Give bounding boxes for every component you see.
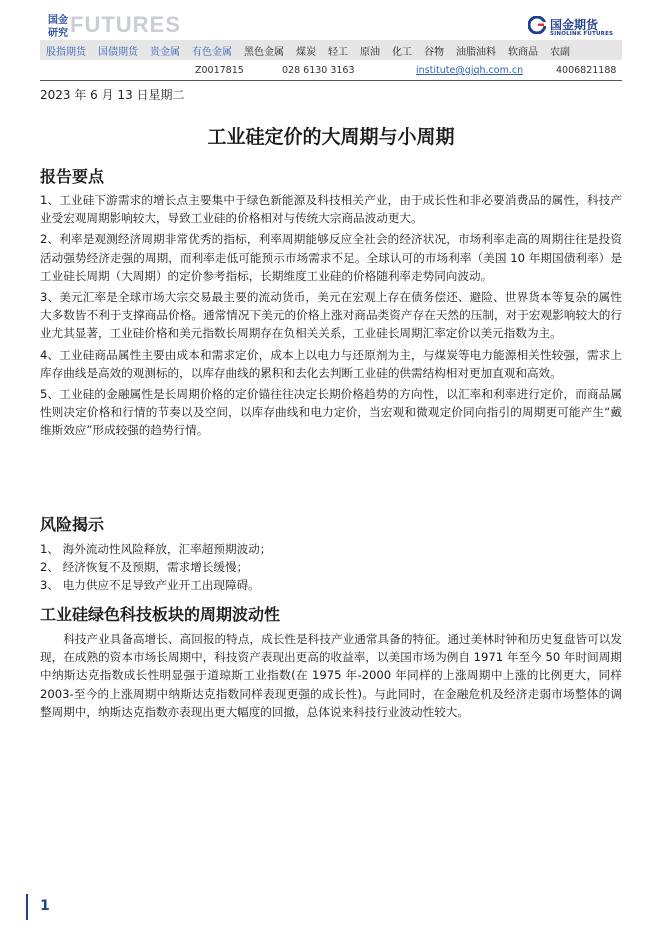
sinolink-logo-icon — [528, 16, 546, 34]
nav-item[interactable]: 股指期货 — [46, 46, 86, 58]
nav-item[interactable]: 软商品 — [508, 46, 538, 58]
risk-item: 2、 经济恢复不及预期，需求增长缓慢； — [40, 560, 249, 575]
cycle-heading: 工业硅绿色科技板块的周期波动性 — [40, 605, 281, 624]
sinolink-research-logo — [48, 14, 68, 40]
logo-cn-text: 国金期货 — [550, 18, 599, 32]
license-number: Z0017815 — [195, 65, 244, 76]
page-number: 1 — [40, 898, 50, 914]
cycle-body: 科技产业具备高增长、高回报的特点，成长性是科技产业通常具备的特征。通过美林时钟和历史复盘皆可以发现，在成熟的资本市场长周期中，科技资产表现出更高的收益率，以美国市场为例自 1971 年至今 50 年时间周期中纳斯达克指数成长性明显强于道琼斯工业指数(在 1975 年-2000 年同样的上涨周期中上涨的比例更大，同样 2003-至今的上涨周期中纳斯达克指数同样表现更强的成长性)。与此同时，在金融危机及经济走弱市场整体的调整周期中，纳斯达克指数亦表现出更大幅度的回撤，总体说来科技行业波动性较大。 — [40, 632, 622, 719]
logo-text-line1: 国金 — [48, 15, 68, 26]
key-point: 2、利率是观测经济周期非常优秀的指标，利率周期能够反应全社会的经济状况，市场利率走高的周期往往是投资活动强势经济走强的周期，而利率走低可能预示市场需求不足。全球认可的市场利率（美国 10 年期国债利率）是工业硅长周期（大周期）的定价参考指标，长期维度工业硅的价格随利率走势同向波动。 — [40, 232, 622, 283]
nav-item[interactable]: 农副 — [550, 46, 570, 58]
key-points-heading: 报告要点 — [40, 167, 105, 186]
key-point: 3、美元汇率是全球市场大宗交易最主要的流动货币，美元在宏观上存在债务偿还、避险、世界货本等复杂的属性大多数皆不利于支撑商品价格。通常情况下美元的价格上涨对商品类资产存在天然的压制，对于宏观影响较大的行业尤其显著，工业硅价格和美元指数长周期存在负相关关系，工业硅长周期汇率定价以美元指数为主。 — [40, 290, 622, 341]
futures-watermark: FUTURES — [70, 12, 181, 37]
nav-item[interactable]: 原油 — [360, 46, 380, 58]
key-point: 4、工业硅商品属性主要由成本和需求定价，成本上以电力与还原剂为主，与煤炭等电力能源相关性较强，需求上库存曲线是高效的观测标的，以库存曲线的累积和去化去判断工业硅的供需结构相对更加直观和高效。 — [40, 347, 622, 380]
nav-item[interactable]: 有色金属 — [192, 46, 232, 58]
risk-item: 3、 电力供应不足导致产业开工出现障碍。 — [40, 578, 260, 593]
key-point: 5、工业硅的金融属性是长周期价格的定价锚往往决定长期价格趋势的方向性，以汇率和利率进行定价，而商品属性则决定价格和行情的节奏以及空间，以库存曲线和电力定价，当宏观和微观定价同向指引的周期更可能产生“戴维斯效应”形成较强的趋势行情。 — [40, 387, 622, 438]
nav-item[interactable]: 贵金属 — [150, 46, 180, 58]
nav-item[interactable]: 黑色金属 — [244, 46, 284, 58]
email-link[interactable]: institute@gjqh.com.cn — [416, 65, 524, 76]
nav-item[interactable]: 国债期货 — [98, 46, 138, 58]
report-date: 2023 年 6 月 13 日星期二 — [40, 88, 185, 102]
nav-item[interactable]: 轻工 — [328, 46, 348, 58]
report-title: 工业硅定价的大周期与小周期 — [207, 126, 455, 148]
nav-item[interactable]: 煤炭 — [296, 46, 316, 58]
category-nav — [40, 40, 622, 60]
contact-bar — [40, 63, 622, 79]
risks-heading: 风险揭示 — [40, 515, 105, 534]
key-points-list — [40, 191, 622, 443]
hotline-number: 4006821188 — [556, 65, 617, 76]
page-number-bar — [26, 894, 28, 920]
logo-en-text: SINOLINK FUTURES — [550, 31, 614, 37]
key-point: 1、工业硅下游需求的增长点主要集中于绿色新能源及科技相关产业，由于成长性和非必要消费品的属性，科技产业受宏观周期影响较大，导致工业硅的价格相对与传统大宗商品波动更大。 — [40, 193, 622, 226]
nav-item[interactable]: 油脂油料 — [456, 46, 496, 58]
nav-item[interactable]: 谷物 — [424, 46, 444, 58]
logo-text-line2: 研究 — [48, 28, 68, 39]
nav-item[interactable]: 化工 — [392, 46, 412, 58]
phone-number: 028 6130 3163 — [282, 65, 355, 76]
risk-item: 1、 海外流动性风险释放，汇率超预期波动； — [40, 542, 272, 556]
risks-list — [40, 540, 622, 595]
header-divider — [40, 80, 622, 81]
